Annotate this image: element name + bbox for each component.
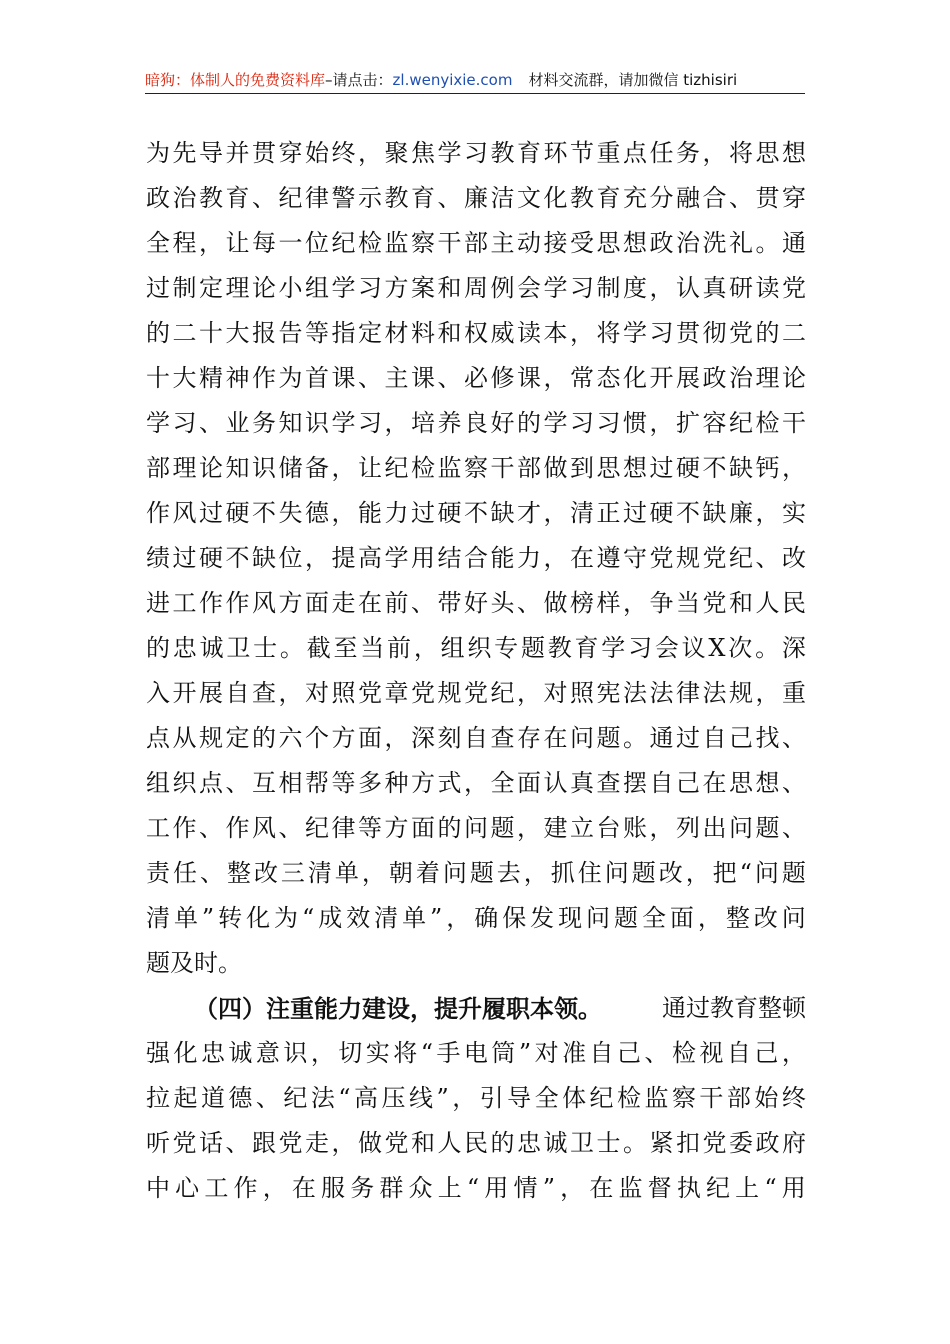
paragraph-line: 工 作 、 作 风 、 纪 律 等 方 面 的 问 题 ， 建 立 台 账 ， 列 出 问 题 、 (146, 814, 806, 842)
paragraph-line: 的 忠 诚 卫 士 。 截 至 当 前 ， 组 织 专 题 教 育 学 习 会 议 X 次 。 深 (146, 634, 806, 662)
paragraph-2 (146, 986, 806, 1211)
paragraph-line: 拉 起 道 德 、 纪 法 “ 高 压 线 ” ， 引 导 全 体 纪 检 监 察 干 部 始 终 (146, 1084, 806, 1112)
paragraph-line: 部 理 论 知 识 储 备 ， 让 纪 检 监 察 干 部 做 到 思 想 过 硬 不 缺 钙 ， (146, 454, 806, 482)
document-body (146, 131, 806, 1211)
page-header (145, 68, 805, 92)
paragraph-line: 组 织 点 、 互 相 帮 等 多 种 方 式 ， 全 面 认 真 查 摆 自 己 在 思 想 、 (146, 769, 806, 797)
paragraph-line: 进 工 作 作 风 方 面 走 在 前 、 带 好 头 、 做 榜 样 ， 争 当 党 和 人 民 (146, 589, 806, 617)
paragraph-line: 强 化 忠 诚 意 识 ， 切 实 将 “ 手 电 筒 ” 对 准 自 己 、 检 视 自 己 ， (146, 1039, 806, 1067)
paragraph-line: 点 从 规 定 的 六 个 方 面 ， 深 刻 自 查 存 在 问 题 。 通 过 自 己 找 、 (146, 724, 806, 752)
paragraph-line: 的 二 十 大 报 告 等 指 定 材 料 和 权 威 读 本 ， 将 学 习 贯 彻 党 的 二 (146, 319, 806, 347)
header-prompt: –请点击： (325, 71, 393, 89)
paragraph-line: 政 治 教 育 、 纪 律 警 示 教 育 、 廉 洁 文 化 教 育 充 分 融 合 、 贯 穿 (146, 184, 806, 212)
paragraph-line: 全 程 ， 让 每 一 位 纪 检 监 察 干 部 主 动 接 受 思 想 政 治 洗 礼 。 通 (146, 229, 806, 257)
paragraph-line: 作 风 过 硬 不 失 德 ， 能 力 过 硬 不 缺 才 ， 清 正 过 硬 不 缺 廉 ， 实 (146, 499, 806, 527)
paragraph-line: 责 任 、 整 改 三 清 单 ， 朝 着 问 题 去 ， 抓 住 问 题 改 ， 把 “ 问 题 (146, 859, 806, 887)
header-contact: 材料交流群，请加微信 tizhisiri (528, 71, 738, 89)
paragraph-1 (146, 131, 806, 986)
paragraph-line: 听 党 话 、 跟 党 走 ， 做 党 和 人 民 的 忠 诚 卫 士 。 紧 扣 党 委 政 府 (146, 1129, 806, 1157)
paragraph-line: 为 先 导 并 贯 穿 始 终 ， 聚 焦 学 习 教 育 环 节 重 点 任 务 ， 将 思 想 (146, 139, 806, 167)
paragraph-line: 入 开 展 自 查 ， 对 照 党 章 党 规 党 纪 ， 对 照 宪 法 法 律 法 规 ， 重 (146, 679, 806, 707)
paragraph-line-text: 通过教育整顿 (662, 994, 806, 1022)
header-divider (145, 93, 805, 94)
paragraph-line: 中 心 工 作 ， 在 服 务 群 众 上 “ 用 情 ” ， 在 监 督 执 纪 上 “ 用 (146, 1174, 806, 1202)
header-url-link[interactable]: zl.wenyixie.com (392, 71, 513, 89)
paragraph-line: 学 习 、 业 务 知 识 学 习 ， 培 养 良 好 的 学 习 习 惯 ， 扩 容 纪 检 干 (146, 409, 806, 437)
section-heading: （四）注重能力建设，提升履职本领。 (194, 994, 602, 1023)
header-brand: 暗狗：体制人的免费资料库 (145, 71, 326, 89)
paragraph-line: 十 大 精 神 作 为 首 课 、 主 课 、 必 修 课 ， 常 态 化 开 展 政 治 理 论 (146, 364, 806, 392)
paragraph-line: 清 单 ” 转 化 为 “ 成 效 清 单 ” ， 确 保 发 现 问 题 全 面 ， 整 改 问 (146, 904, 806, 932)
paragraph-line: 绩 过 硬 不 缺 位 ， 提 高 学 用 结 合 能 力 ， 在 遵 守 党 规 党 纪 、 改 (146, 544, 806, 572)
paragraph-line: 题及时。 (146, 949, 242, 977)
paragraph-line (146, 986, 806, 1031)
paragraph-line: 过 制 定 理 论 小 组 学 习 方 案 和 周 例 会 学 习 制 度 ， 认 真 研 读 党 (146, 274, 806, 302)
